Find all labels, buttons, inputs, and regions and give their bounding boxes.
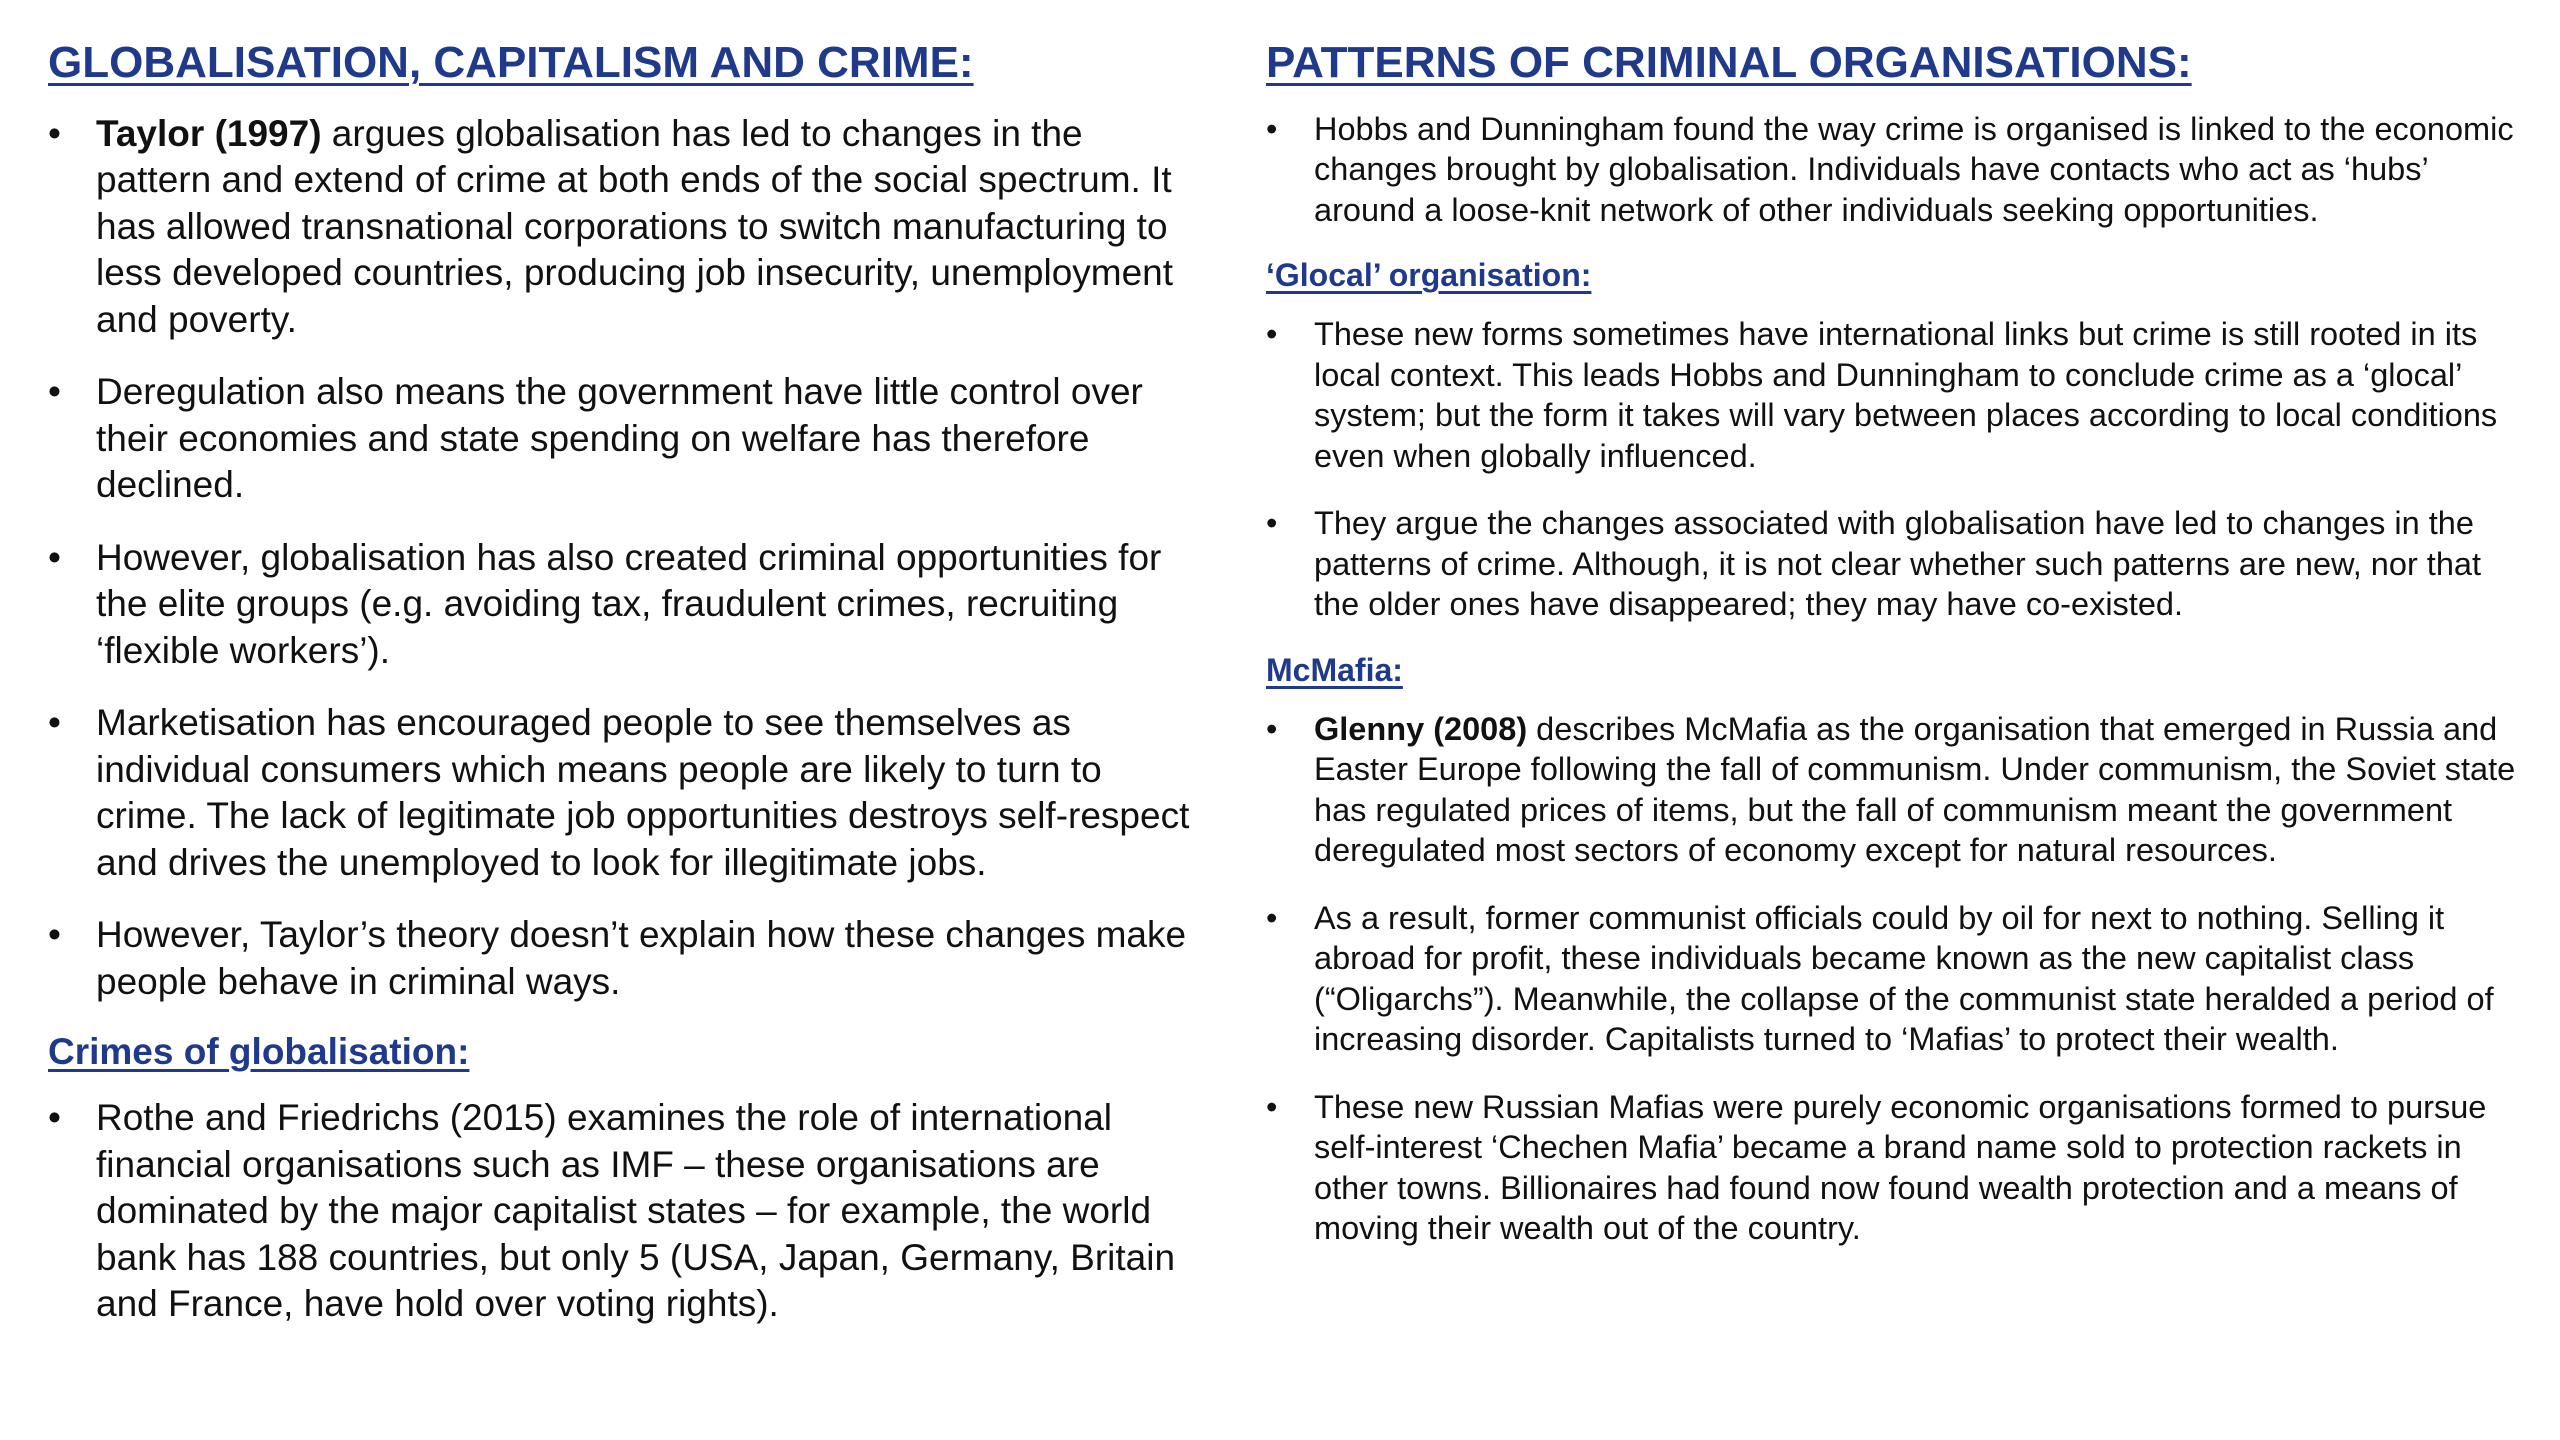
list-item (48, 912, 1208, 1005)
list-item (48, 535, 1208, 675)
bullet-icon: • (1266, 110, 1278, 147)
bullet-text: argues globalisation has led to changes in the pattern and extend of crime at both ends of the social spectrum. It has allowed transnational corporations to switch manufacturing to less developed countries, producing job insecurity, unemployment and poverty. (96, 112, 1174, 340)
intro-bullet-list (1266, 109, 2534, 231)
bullet-icon: • (1266, 1088, 1278, 1125)
glocal-organisation-heading: ‘Glocal’ organisation: (1266, 257, 1592, 294)
bullet-icon: • (1266, 710, 1278, 747)
left-bullet-list (48, 111, 1208, 1006)
bullet-text: They argue the changes associated with globalisation have led to changes in the patterns of crime. Although, it is not clear whether such patterns are new, nor that the older ones have disappeared; they may have co-existed. (1314, 505, 2482, 623)
list-item (1266, 109, 2534, 231)
list-item (48, 369, 1208, 509)
bullet-text: Hobbs and Dunningham found the way crime is organised is linked to the economic changes brought by globalisation. Individuals have contacts who act as ‘hubs’ around a loose-knit network of other individuals seeking opportunities. (1314, 110, 2514, 228)
bullet-icon: • (1266, 505, 1278, 542)
list-item (1266, 898, 2534, 1060)
glocal-bullet-list (1266, 314, 2534, 625)
list-item (48, 1095, 1208, 1328)
bullet-text: Marketisation has encouraged people to see themselves as individual consumers which means people are likely to turn to crime. The lack of legitimate job opportunities destroys self-respect and drives the unemployed to look for illegitimate jobs. (96, 702, 1190, 883)
mcmafia-bullet-list (1266, 709, 2534, 1249)
bullet-icon: • (48, 914, 61, 956)
crimes-bullet-list (48, 1095, 1208, 1328)
right-column (1266, 0, 2534, 1276)
list-item (1266, 314, 2534, 476)
bullet-icon: • (48, 536, 61, 578)
bullet-icon: • (1266, 316, 1278, 353)
crimes-of-globalisation-heading: Crimes of globalisation: (48, 1031, 470, 1073)
bullet-icon: • (48, 112, 61, 154)
list-item (1266, 709, 2534, 871)
bullet-text: These new forms sometimes have international links but crime is still rooted in its local context. This leads Hobbs and Dunningham to conclude crime as a ‘glocal’ system; but the form it takes will vary between places according to local conditions even when globally influenced. (1314, 316, 2498, 474)
left-heading: GLOBALISATION, CAPITALISM AND CRIME: (48, 38, 974, 87)
bullet-text: However, Taylor’s theory doesn’t explain how these changes make people behave in criminal ways. (96, 914, 1187, 1002)
bullet-text: Deregulation also means the government have little control over their economies and state spending on welfare has therefore declined. (96, 371, 1143, 506)
bullet-text: As a result, former communist officials could by oil for next to nothing. Selling it abroad for profit, these individuals became known as the new capitalist class (“Oligarchs”). Meanwhile, the collapse of the communist state heralded a period of increasing disorder. Capitalists turned to ‘Mafias’ to protect their wealth. (1314, 899, 2494, 1058)
bullet-icon: • (48, 371, 61, 413)
list-item (1266, 1087, 2534, 1249)
bullet-text: Rothe and Friedrichs (2015) examines the role of international financial organisations such as IMF – these organisations are dominated by the major capitalist states – for example, the world bank has 188 countries, but only 5 (USA, Japan, Germany, Britain and France, have hold over voting rights). (96, 1097, 1176, 1325)
bullet-icon: • (1266, 899, 1278, 936)
list-item (1266, 503, 2534, 625)
left-column (48, 0, 1208, 1354)
bullet-icon: • (48, 702, 61, 744)
bullet-text: describes McMafia as the organisation that emerged in Russia and Easter Europe following the fall of communism. Under communism, the Soviet state has regulated prices of items, but the fall of communism meant the government deregulated most sectors of economy except for natural resources. (1314, 710, 2516, 869)
bullet-icon: • (48, 1097, 61, 1139)
bullet-text: However, globalisation has also created criminal opportunities for the elite groups (e.g. avoiding tax, fraudulent crimes, recruiting ‘flexible workers’). (96, 536, 1162, 671)
list-item (48, 111, 1208, 344)
author-citation: Taylor (1997) (96, 112, 322, 154)
mcmafia-heading: McMafia: (1266, 651, 1403, 688)
author-citation: Glenny (2008) (1314, 710, 1528, 747)
right-heading: PATTERNS OF CRIMINAL ORGANISATIONS: (1266, 38, 2192, 87)
list-item (48, 700, 1208, 886)
bullet-text: These new Russian Mafias were purely economic organisations formed to pursue self-interest ‘Chechen Mafia’ became a brand name sold to protection rackets in other towns. Billionaires had found now found wealth protection and a means of moving their wealth out of the country. (1314, 1088, 2487, 1247)
